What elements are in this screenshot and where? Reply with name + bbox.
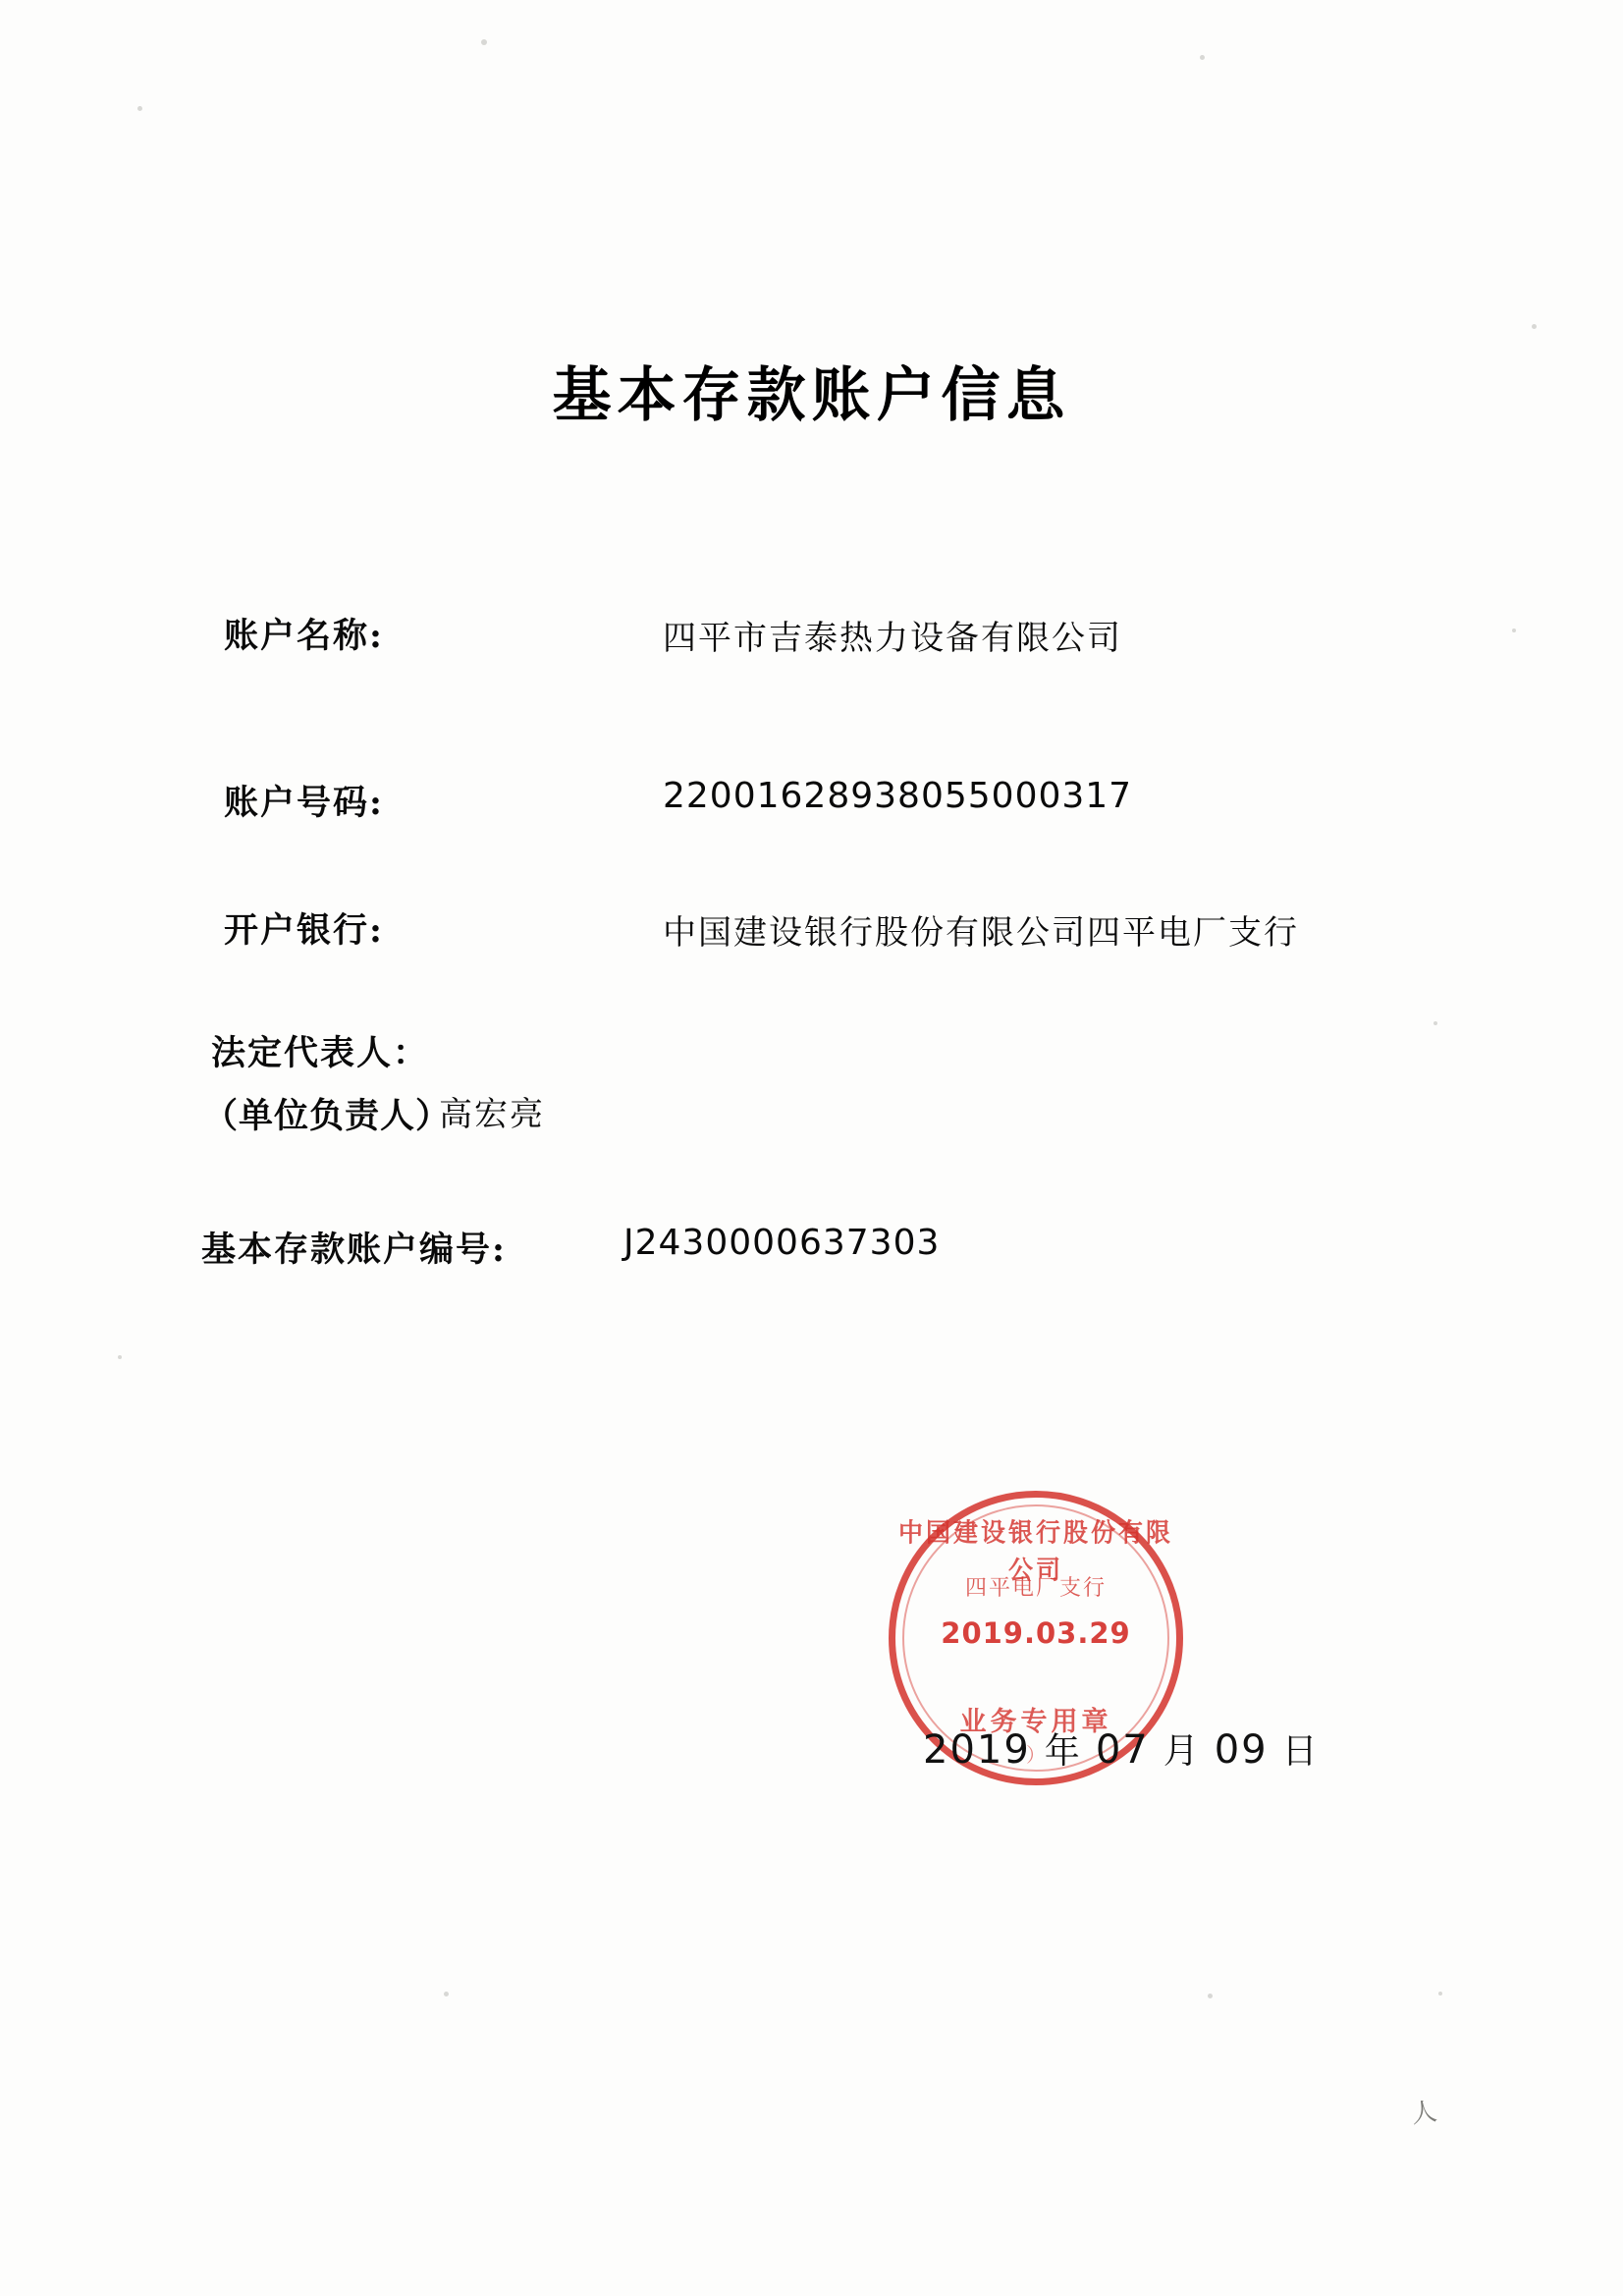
field-bank-name	[224, 903, 1299, 953]
paper-speck	[1200, 55, 1205, 60]
field-legal-representative-label	[203, 1026, 452, 1138]
field-basic-account-number	[201, 1223, 941, 1272]
issue-date-month: 07	[1095, 1727, 1150, 1773]
field-bank-name-label: 开户银行:	[224, 910, 384, 951]
field-account-name-label: 账户名称:	[224, 616, 384, 656]
seal-branch-text: 四平电厂支行	[964, 1576, 1107, 1601]
issue-date-line	[923, 1723, 1320, 1774]
issue-date-year-unit: 年	[1044, 1731, 1082, 1772]
corner-handwriting-mark: 人	[1409, 2097, 1439, 2130]
field-account-name	[224, 609, 1122, 658]
paper-speck	[1208, 1994, 1213, 1998]
issue-date-day: 09	[1214, 1727, 1269, 1773]
field-legal-representative	[203, 1026, 545, 1138]
paper-speck	[118, 1355, 122, 1359]
paper-speck	[1434, 1021, 1437, 1025]
field-account-name-value: 四平市吉泰热力设备有限公司	[663, 619, 1122, 658]
issue-date-day-unit: 日	[1281, 1731, 1320, 1772]
issue-date-month-unit: 月	[1163, 1731, 1201, 1772]
field-account-number-value: 22001628938055000317	[663, 776, 1133, 816]
field-legal-representative-value: 高宏亮	[439, 1095, 545, 1134]
paper-speck	[1512, 629, 1516, 632]
seal-date: 2019.03.29	[941, 1616, 1131, 1650]
field-legal-representative-label-main: 法定代表人：	[211, 1033, 430, 1073]
paper-speck	[1438, 1992, 1442, 1995]
page-title: 基本存款账户信息	[552, 361, 1071, 430]
field-account-number-label: 账户号码:	[224, 783, 384, 823]
field-legal-representative-label-sub: （单位负责人）	[203, 1096, 452, 1136]
seal-top-text: 中国建设银行股份有限公司	[897, 1517, 1173, 1585]
field-bank-name-value: 中国建设银行股份有限公司四平电厂支行	[663, 913, 1299, 953]
issue-date-year: 2019	[923, 1727, 1031, 1773]
field-account-number	[224, 776, 1133, 825]
field-basic-account-number-label: 基本存款账户编号:	[201, 1230, 507, 1270]
paper-speck	[137, 106, 142, 111]
seal-tail-text: ）	[1026, 1743, 1046, 1767]
seal-bottom-text: 业务专用章	[959, 1707, 1112, 1737]
paper-speck	[444, 1992, 449, 1996]
field-basic-account-number-value: J2430000637303	[623, 1223, 941, 1263]
paper-speck	[481, 39, 487, 45]
paper-speck	[1532, 324, 1537, 329]
